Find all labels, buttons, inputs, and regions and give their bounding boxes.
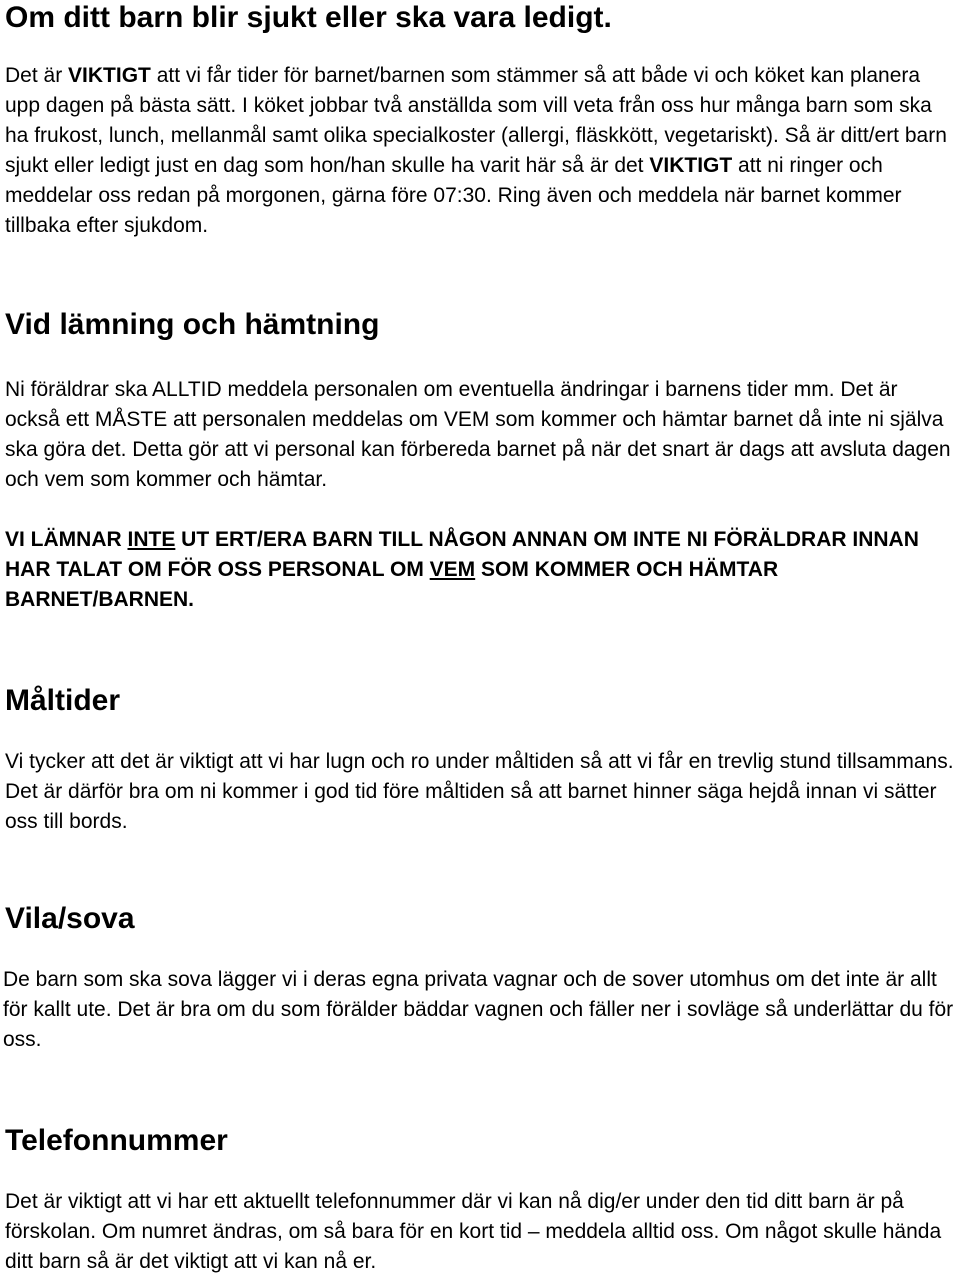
underlined-text: VEM [429, 558, 476, 581]
phone-paragraph: Det är viktigt att vi har ett aktuellt telefonnummer där vi kan nå dig/er under den tid ditt barn är på förskolan. Om numret ändras, om så bara för en kort tid – meddela alltid oss. Om något skulle hända ditt barn så är det viktigt att vi kan nå er. [5, 1190, 942, 1273]
document-page [5, 0, 957, 1277]
text-run: Det är [5, 64, 69, 87]
sick-leave-heading: Om ditt barn blir sjukt eller ska vara ledigt. [5, 1, 612, 34]
meals-heading: Måltider [5, 684, 121, 717]
sick-leave-paragraph [5, 61, 957, 241]
dropoff-pickup-heading: Vid lämning och hämtning [5, 308, 380, 341]
underlined-text: INTE [127, 528, 176, 551]
dropoff-warning-paragraph [5, 525, 957, 615]
dropoff-pickup-paragraph: Ni föräldrar ska ALLTID meddela personalen om eventuella ändringar i barnens tider mm. Det är också ett MÅSTE att personalen meddelas om VEM som kommer och hämtar barnet då inte ni själva ska göra det. Detta gör att vi personal kan förbereda barnet på när det snart är dags att avsluta dagen och vem som kommer och hämtar. [5, 378, 951, 491]
text-run: att ni ringer och meddelar oss redan på morgonen, gärna före 07:30. Ring även och meddela när barnet kommer tillbaka efter sjukdom. [5, 154, 902, 237]
text-run: UT ERT/ERA BARN TILL NÅGON ANNAN OM INTE NI FÖRÄLDRAR INNAN HAR TALAT OM FÖR OSS PERSONAL OM [5, 528, 919, 581]
meals-paragraph: Vi tycker att det är viktigt att vi har lugn och ro under måltiden så att vi får en trevlig stund tillsammans. Det är därför bra om ni kommer i god tid före måltiden så att barnet hinner säga hejdå innan vi sätter oss till bords. [5, 750, 954, 833]
text-run: VI LÄMNAR [5, 528, 128, 551]
text-run: SOM KOMMER OCH HÄMTAR BARNET/BARNEN. [5, 558, 779, 611]
rest-heading: Vila/sova [5, 902, 135, 935]
emphasis-text: VIKTIGT [68, 64, 151, 87]
rest-paragraph: De barn som ska sova lägger vi i deras egna privata vagnar och de sover utomhus om det inte är allt för kallt ute. Det är bra om du som förälder bäddar vagnen och fäller ner i sovläge så underlättar du för oss. [3, 968, 954, 1051]
emphasis-text: VIKTIGT [649, 154, 733, 177]
phone-heading: Telefonnummer [5, 1124, 228, 1157]
text-run: att vi får tider för barnet/barnen som stämmer så att både vi och köket kan planera upp dagen på bästa sätt. I köket jobbar två anställda som vill veta från oss hur många barn som ska ha frukost, lunch, mellanmål samt olika specialkoster (allergi, fläskkött, vegetariskt). Så är ditt/ert barn sjukt eller ledigt just en dag som hon/han skulle ha varit här så är det [5, 64, 947, 177]
